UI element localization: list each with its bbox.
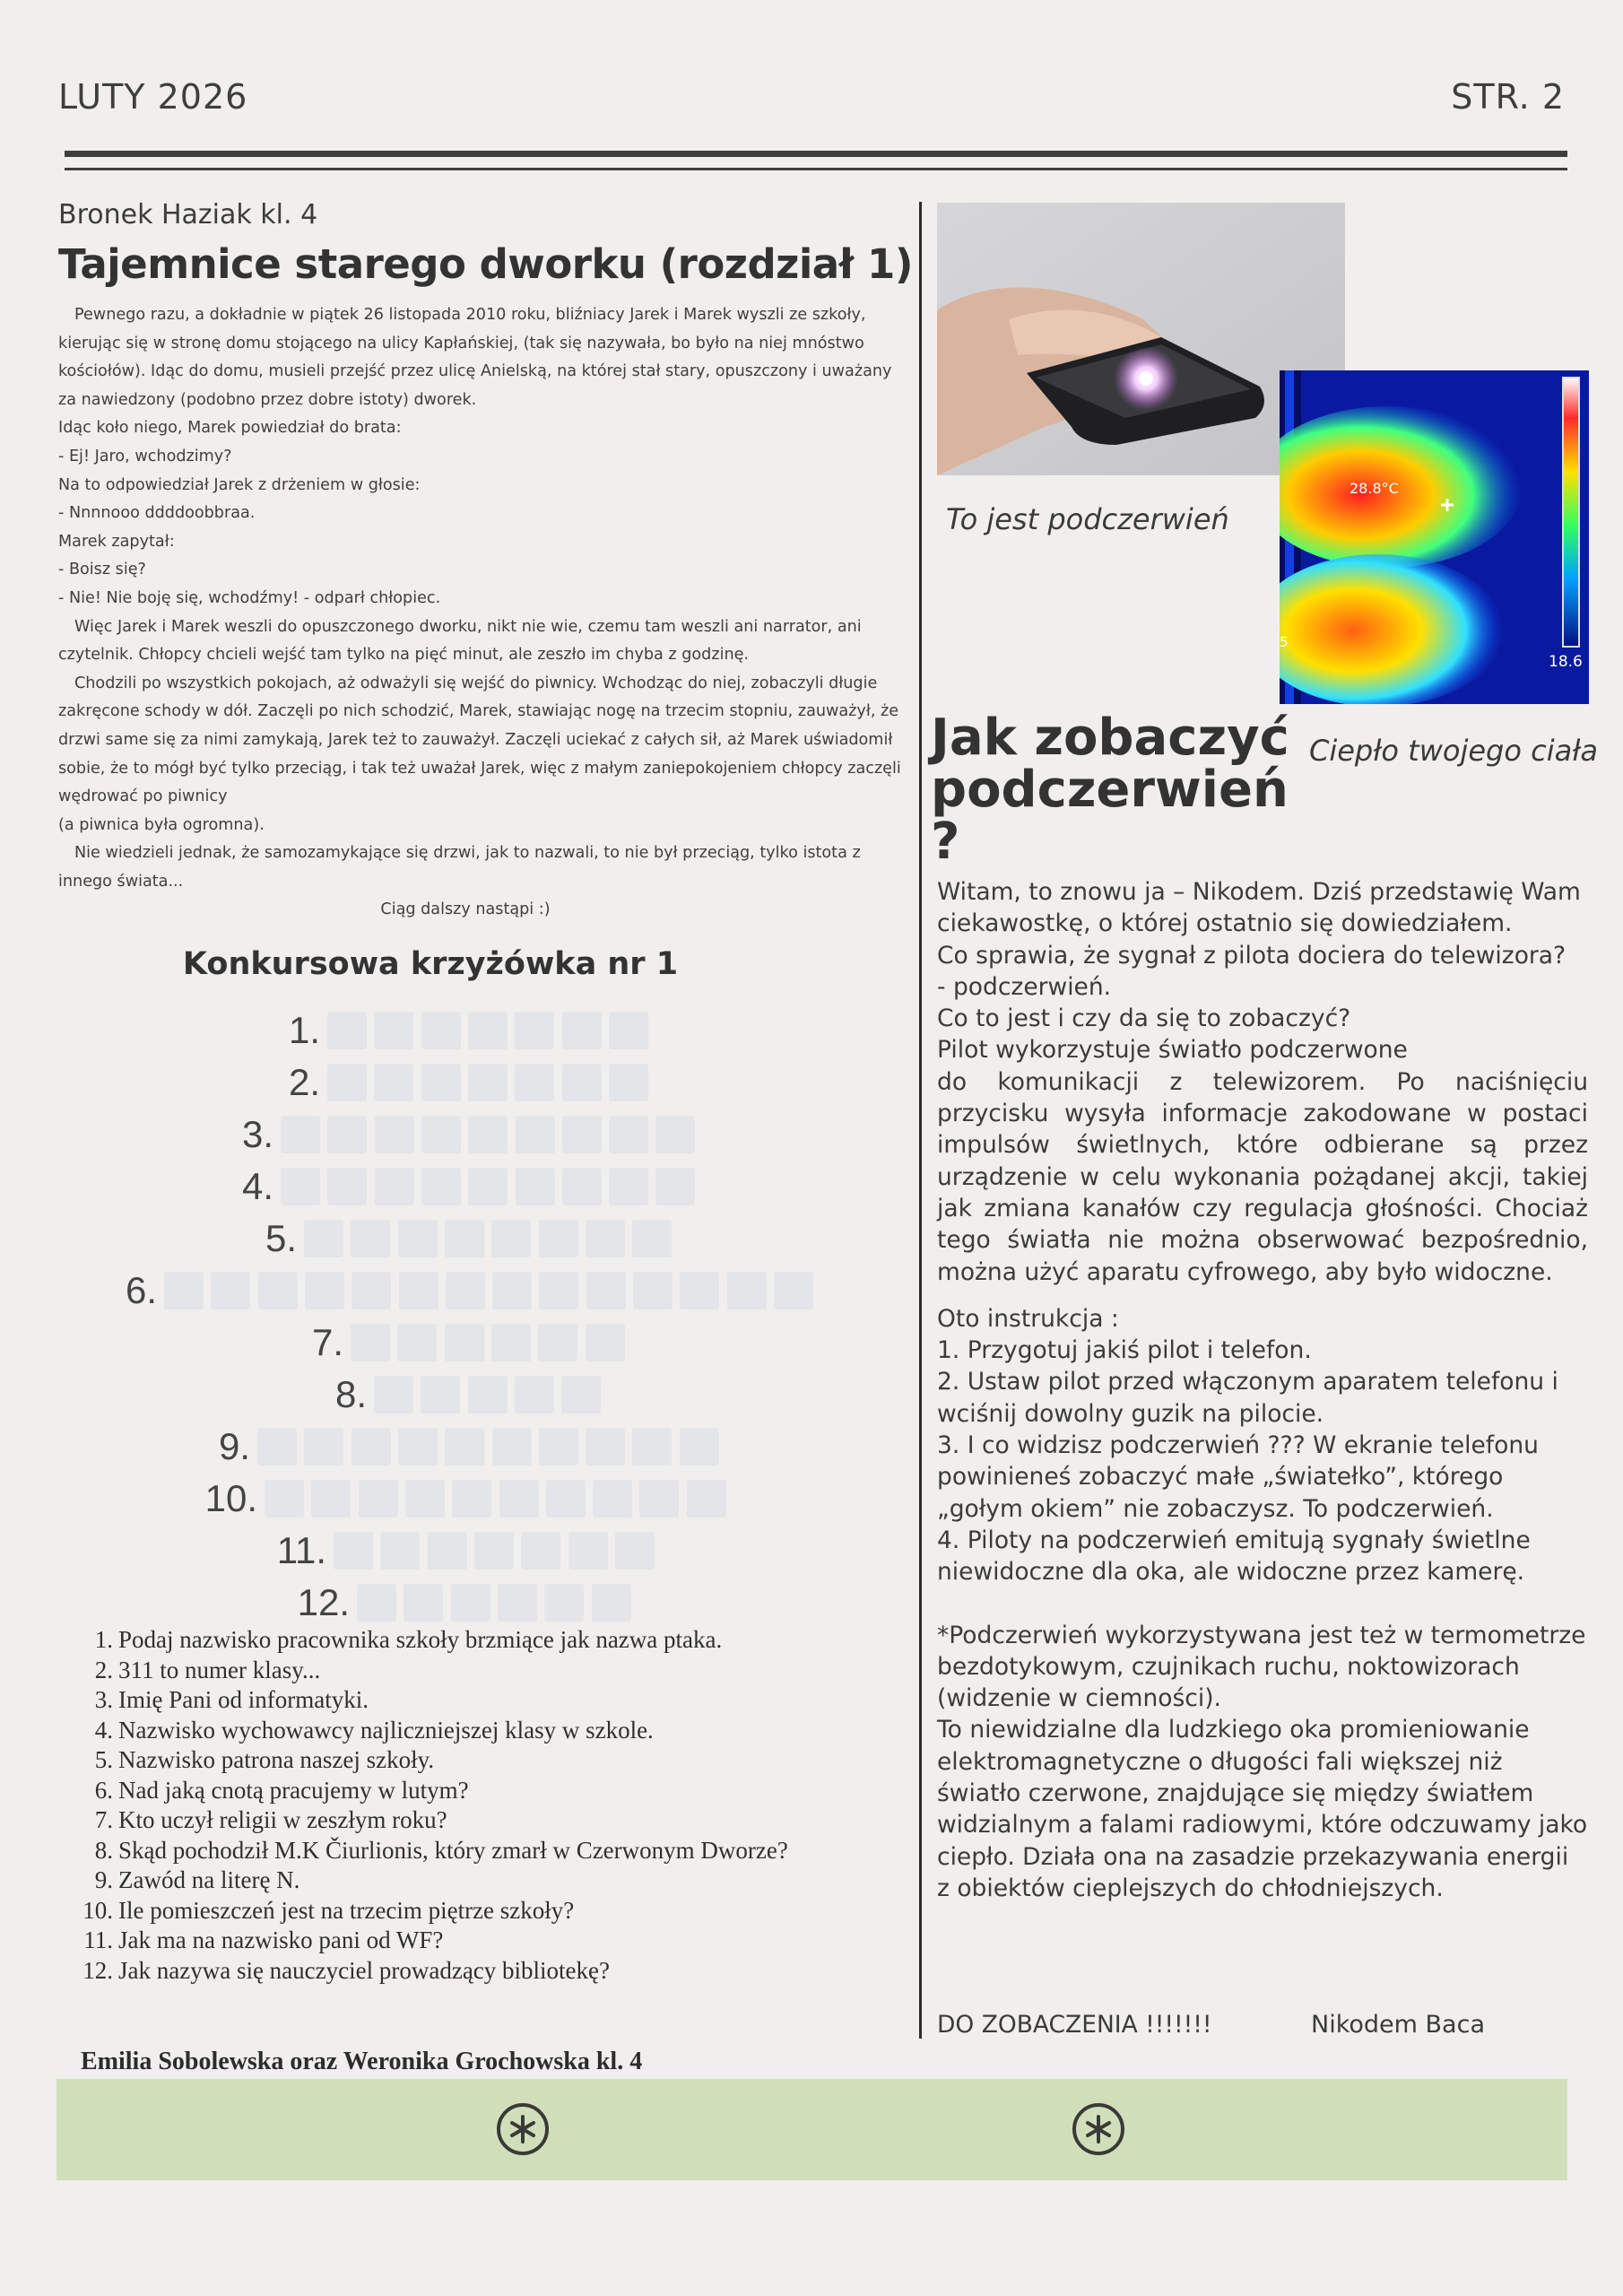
crossword-cell[interactable]: [352, 1272, 391, 1309]
crossword-cell[interactable]: [539, 1428, 578, 1465]
crossword-cell[interactable]: [515, 1012, 554, 1049]
article-text: Witam, to znowu ja – Nikodem. Dziś przedstawię Wam ciekawostkę, o której ostatnio się dowiedziałem.: [937, 878, 1581, 938]
crossword-clues: [81, 1625, 879, 1986]
crossword-cell[interactable]: [568, 1532, 608, 1570]
crossword-cell[interactable]: [515, 1376, 554, 1413]
crossword-cell[interactable]: [680, 1428, 719, 1465]
crossword-cell[interactable]: [538, 1324, 577, 1361]
clue-number: 10.: [82, 1896, 113, 1924]
crossword-cell[interactable]: [615, 1532, 655, 1570]
crossword-cell[interactable]: [398, 1428, 438, 1465]
crossword-cell[interactable]: [609, 1168, 648, 1205]
crossword-cell[interactable]: [421, 1116, 461, 1153]
crossword-cell[interactable]: [374, 1376, 413, 1413]
crossword-cell[interactable]: [586, 1324, 625, 1361]
crossword-cell[interactable]: [421, 1168, 461, 1205]
crossword-cell[interactable]: [474, 1532, 514, 1570]
column-divider: [919, 202, 922, 2039]
crossword-row-number: 4.: [241, 1165, 273, 1207]
crossword-cell[interactable]: [562, 1064, 602, 1101]
clue-number: 12.: [82, 1956, 113, 1984]
crossword-row-number: 8.: [334, 1373, 367, 1415]
crossword-cell[interactable]: [468, 1012, 508, 1049]
crossword-cell[interactable]: [445, 1428, 484, 1465]
crossword-cell[interactable]: [351, 1220, 390, 1257]
crossword-clue: [81, 1926, 879, 1956]
crossword-cell[interactable]: [164, 1272, 204, 1309]
crossword-cell[interactable]: [304, 1428, 343, 1465]
crossword-cell[interactable]: [633, 1272, 673, 1309]
crossword-cell[interactable]: [375, 1168, 414, 1205]
clue-text: Nazwisko patrona naszej szkoły.: [118, 1746, 435, 1773]
crossword-clue: [81, 1776, 879, 1806]
clue-text: Ile pomieszczeń jest na trzecim piętrze szkoły?: [118, 1896, 575, 1924]
crossword-cell[interactable]: [281, 1116, 320, 1153]
crossword-clue: [81, 1896, 879, 1926]
clue-text: 311 to numer klasy...: [118, 1656, 321, 1683]
crossword-cell[interactable]: [492, 1428, 532, 1465]
clue-text: Nad jaką cnotą pracujemy w lutym?: [118, 1776, 469, 1804]
crossword-title: Konkursowa krzyżówka nr 1: [182, 946, 679, 982]
article-note: *Podczerwień wykorzystywana jest też w termometrze bezdotykowym, czujnikach ruchu, noktowizorach (widzenie w ciemności).: [937, 1621, 1586, 1713]
story-paragraph: Idąc koło niego, Marek powiedział do brata:: [58, 419, 402, 438]
crossword-cell[interactable]: [445, 1324, 484, 1361]
crossword-cell[interactable]: [492, 1272, 532, 1309]
crossword-row-number: 1.: [288, 1009, 320, 1051]
issue-date: LUTY 2026: [58, 77, 248, 117]
crossword-cell[interactable]: [445, 1220, 484, 1257]
crossword-cell[interactable]: [609, 1012, 648, 1049]
article-text: Pilot wykorzystuje światło podczerwone: [937, 1036, 1408, 1065]
instruction-heading: Oto instrukcja :: [937, 1304, 1119, 1333]
crossword-clue: [81, 1656, 879, 1686]
clue-number: 1.: [94, 1626, 113, 1653]
remote-caption: To jest podczerwień: [946, 502, 1229, 536]
crossword-cell[interactable]: [561, 1376, 601, 1413]
story-paragraph: (a piwnica była ogromna).: [58, 815, 265, 834]
story-paragraph: Chodzili po wszystkich pokojach, aż odważyli się wejść do piwnicy. Wchodząc do niej, zobaczyli długie zakręcone schody w dół. Zaczęli po nich schodzić, Marek, stawiając nogę na trzecim stopniu, zauważył, że drzwi same się za nimi zamykają, Jarek też to zauważył. Zaczęli uciekać z całych sił, aż Marek uświadomił sobie, że to mógł być tylko przeciąg, i tak też uważał Jarek, więc z małym zaniepokojeniem chłopcy zaczęli wędrować po piwnicy: [58, 674, 901, 806]
instruction-step: 1. Przygotuj jakiś pilot i telefon.: [937, 1336, 1312, 1365]
story-paragraph: - Nie! Nie boję się, wchodźmy! - odparł chłopiec.: [58, 588, 441, 607]
crossword-cell[interactable]: [397, 1324, 437, 1361]
clue-number: 2.: [94, 1656, 113, 1683]
crossword-cell[interactable]: [374, 1064, 413, 1101]
crossword-cell[interactable]: [562, 1012, 602, 1049]
crossword-cell[interactable]: [380, 1532, 420, 1570]
crossword-cell[interactable]: [516, 1168, 555, 1205]
header-rule-thin: [65, 168, 1567, 170]
crossword-row-number: 3.: [241, 1113, 273, 1155]
clue-number: 9.: [94, 1866, 113, 1893]
crossword-cell[interactable]: [305, 1272, 344, 1309]
crossword-row-number: 5.: [265, 1217, 297, 1259]
crossword-row-number: 2.: [288, 1061, 320, 1103]
crossword-cell[interactable]: [498, 1584, 537, 1622]
crossword-cell[interactable]: [405, 1480, 445, 1518]
crossword-cell[interactable]: [311, 1480, 351, 1518]
story-paragraph: Na to odpowiedział Jarek z drżeniem w głosie:: [58, 475, 421, 494]
crossword-cell[interactable]: [398, 1220, 438, 1257]
article-text: do komunikacji z telewizorem. Po naciśnięciu przycisku wysyła informacje zakodowane w postaci impulsów świetlnych, które odbierane są przez urządzenie w celu wykonania pożądanej akcji, takiej jak zmiana kanałów czy regulacja głośności. Chociaż tego światła nie można obserwować bezpośrednio, można użyć aparatu cyfrowego, aby było widoczne.: [937, 1067, 1588, 1286]
thermal-image: [1280, 370, 1589, 704]
crossword-cell[interactable]: [680, 1272, 719, 1309]
crossword-clue: [81, 1805, 879, 1836]
crossword-cell[interactable]: [516, 1116, 555, 1153]
crossword-row-number: 10.: [204, 1477, 257, 1519]
crossword-clue: [81, 1625, 879, 1656]
asterisk-flower-icon: [496, 2102, 550, 2156]
crossword-cell[interactable]: [499, 1480, 539, 1518]
crossword-cell[interactable]: [491, 1220, 531, 1257]
crossword-cell[interactable]: [586, 1220, 625, 1257]
crossword-cell[interactable]: [655, 1168, 695, 1205]
thermal-temp-label: 28.8°C: [1350, 480, 1399, 497]
crossword-cell[interactable]: [727, 1272, 767, 1309]
article-author: Nikodem Baca: [1311, 2011, 1485, 2039]
crossword-cell[interactable]: [327, 1064, 367, 1101]
clue-number: 5.: [94, 1746, 113, 1773]
clue-text: Zawód na literę N.: [118, 1866, 300, 1893]
crossword-cell[interactable]: [586, 1272, 626, 1309]
crossword-cell[interactable]: [491, 1324, 531, 1361]
clue-number: 4.: [94, 1716, 113, 1744]
instruction-step: 4. Piloty na podczerwień emitują sygnały świetlne niewidoczne dla oka, ale widoczne przez kamerę.: [937, 1526, 1531, 1587]
article-goodbye: DO ZOBACZENIA !!!!!!!: [937, 2011, 1212, 2039]
clue-number: 3.: [94, 1686, 113, 1713]
infrared-title-line2: podczerwień ?: [931, 761, 1289, 871]
story-paragraph: Marek zapytał:: [58, 532, 175, 551]
crossword-cell[interactable]: [609, 1064, 648, 1101]
crossword-row-number: 9.: [218, 1425, 250, 1467]
crossword-cell[interactable]: [374, 1012, 413, 1049]
crossword-cell[interactable]: [421, 1012, 461, 1049]
asterisk-flower-icon: [1072, 2102, 1125, 2156]
crossword-row-number: 6.: [125, 1269, 157, 1311]
story-paragraph: Nie wiedzieli jednak, że samozamykające się drzwi, jak to nazwali, to nie był przeciąg, tylko istota z innego świata...: [58, 844, 861, 891]
clue-number: 6.: [94, 1776, 113, 1804]
crossword-cell[interactable]: [304, 1220, 343, 1257]
crossword-cell[interactable]: [562, 1168, 602, 1205]
crossword-cell[interactable]: [639, 1480, 679, 1518]
story-author: Bronek Haziak kl. 4: [58, 199, 318, 230]
crossword-cell[interactable]: [327, 1168, 367, 1205]
crossword-cell[interactable]: [515, 1064, 554, 1101]
header-rule-thick: [65, 151, 1567, 157]
clue-number: 7.: [94, 1806, 113, 1833]
crossword-cell[interactable]: [351, 1324, 390, 1361]
crossword-clue: [81, 1836, 879, 1866]
crossword-cell[interactable]: [593, 1480, 632, 1518]
crossword-cell[interactable]: [257, 1428, 297, 1465]
story-paragraph: - Ej! Jaro, wchodzimy?: [58, 447, 232, 465]
thermal-scale-low-label: 5: [1280, 634, 1289, 650]
crossword-row-number: 7.: [311, 1321, 343, 1363]
article-text: Co to jest i czy da się to zobaczyć?: [937, 1004, 1351, 1033]
crossword-cell[interactable]: [352, 1428, 391, 1465]
crossword-clue: [81, 1745, 879, 1776]
crossword-cell[interactable]: [539, 1220, 578, 1257]
instruction-step: 3. I co widzisz podczerwień ??? W ekranie telefonu powinieneś zobaczyć małe „światełko”, którego „gołym okiem” nie zobaczysz. To podczerwień.: [937, 1431, 1539, 1523]
crossword-clue: [81, 1716, 879, 1746]
clue-number: 11.: [83, 1926, 113, 1953]
story-paragraph: - Nnnnooo ddddoobbraa.: [58, 504, 256, 523]
crossword-cell[interactable]: [539, 1272, 578, 1309]
crossword-cell[interactable]: [428, 1532, 467, 1570]
clue-number: 8.: [94, 1836, 113, 1864]
crossword-row-number: 12.: [297, 1581, 350, 1623]
crossword-cell[interactable]: [468, 1376, 508, 1413]
clue-text: Podaj nazwisko pracownika szkoły brzmiące jak nazwa ptaka.: [118, 1626, 723, 1653]
crossword-cell[interactable]: [327, 1116, 367, 1153]
page-number: STR. 2: [1451, 77, 1565, 117]
crossword-cell[interactable]: [446, 1272, 485, 1309]
crossword-cell[interactable]: [562, 1116, 602, 1153]
crossword-cell[interactable]: [609, 1116, 648, 1153]
crossword-clue: [81, 1866, 879, 1896]
crossword-cell[interactable]: [265, 1480, 304, 1518]
crossword-cell[interactable]: [687, 1480, 726, 1518]
infrared-title: [931, 709, 1307, 871]
crossword-cell[interactable]: [375, 1116, 414, 1153]
crossword-cell[interactable]: [327, 1012, 367, 1049]
infrared-article: [937, 876, 1588, 1904]
crossword-cell[interactable]: [521, 1532, 560, 1570]
clue-text: Jak nazywa się nauczyciel prowadzący bibliotekę?: [118, 1956, 610, 1984]
clue-text: Kto uczył religii w zeszłym roku?: [118, 1806, 447, 1833]
clue-text: Nazwisko wychowawcy najliczniejszej klasy w szkole.: [118, 1716, 654, 1744]
clue-text: Imię Pani od informatyki.: [118, 1686, 369, 1713]
crossword-cell[interactable]: [774, 1272, 813, 1309]
crossword-clue: [81, 1956, 879, 1987]
crossword-clue: [81, 1685, 879, 1716]
thermal-caption: Ciepło twojego ciała: [1309, 734, 1598, 768]
story-paragraph: Więc Jarek i Marek weszli do opuszczonego dworku, nikt nie wie, czemu tam weszli ani narrator, ani czytelnik. Chłopcy chcieli wejść tam tylko na pięć minut, ale zeszło im chyba z godzinę.: [58, 617, 862, 665]
crossword-cell[interactable]: [211, 1272, 250, 1309]
crossword-cell[interactable]: [359, 1480, 398, 1518]
story-body: [58, 301, 901, 925]
crossword-cell[interactable]: [592, 1584, 631, 1622]
crossword-cell[interactable]: [546, 1480, 586, 1518]
crossword-row-number: 11.: [276, 1529, 326, 1571]
clue-text: Skąd pochodził M.K Čiurlionis, który zmarł w Czerwonym Dworze?: [118, 1836, 788, 1864]
crossword-cell[interactable]: [586, 1428, 625, 1465]
crossword-cell[interactable]: [452, 1480, 491, 1518]
crossword-cell[interactable]: [451, 1584, 490, 1622]
crossword-cell[interactable]: [468, 1064, 508, 1101]
story-paragraph: - Boisz się?: [58, 561, 146, 579]
story-title: Tajemnice starego dworku (rozdział 1): [58, 240, 913, 288]
crossword-cell[interactable]: [468, 1116, 508, 1153]
crossword-cell[interactable]: [468, 1168, 508, 1205]
infrared-title-line1: Jak zobaczyć: [931, 709, 1289, 767]
article-text: - podczerwień.: [937, 972, 1112, 1001]
story-paragraph: Pewnego razu, a dokładnie w piątek 26 listopada 2010 roku, bliźniacy Jarek i Marek wyszli ze szkoły, kierując się w stronę domu stojącego na ulicy Kapłańskiej, (tak się nazywała, bo było na niej mnóstwo kościołów). Idąc do domu, musieli przejść przez ulicę Anielską, na której stał stary, opuszczony i uważany za nawiedzony (podobno przez dobre istoty) dworek.: [58, 306, 892, 409]
crossword-cell[interactable]: [632, 1428, 672, 1465]
crossword-cell[interactable]: [404, 1584, 443, 1622]
crossword-cell[interactable]: [421, 1064, 461, 1101]
crossword-cell[interactable]: [357, 1584, 396, 1622]
clue-text: Jak ma na nazwisko pani od WF?: [118, 1926, 444, 1953]
thermal-scale-label: 18.6: [1549, 653, 1583, 671]
crossword-cell[interactable]: [281, 1168, 320, 1205]
crossword-cell[interactable]: [334, 1532, 373, 1570]
article-note: To niewidzialne dla ludzkiego oka promieniowanie elektromagnetyczne o długości fali większej niż światło czerwone, znajdujące się między światłem widzialnym a falami radiowymi, które odczuwamy jako ciepło. Działa ona na zasadzie przekazywania energii z obiektów cieplejszych do chłodniejszych.: [937, 1716, 1588, 1902]
footer-band: [56, 2079, 1567, 2180]
crossword-cell[interactable]: [421, 1376, 460, 1413]
crossword-cell[interactable]: [258, 1272, 298, 1309]
crossword-authors: Emilia Sobolewska oraz Weronika Grochowska kl. 4: [81, 2048, 643, 2075]
crossword-cell[interactable]: [632, 1220, 672, 1257]
story-continued: Ciąg dalszy nastąpi :): [380, 900, 551, 919]
crossword-cell[interactable]: [655, 1116, 695, 1153]
article-text: Co sprawia, że sygnał z pilota dociera do telewizora?: [937, 941, 1567, 970]
instruction-step: 2. Ustaw pilot przed włączonym aparatem telefonu i wciśnij dowolny guzik na pilocie.: [937, 1368, 1558, 1428]
crossword-cell[interactable]: [544, 1584, 584, 1622]
crossword-cell[interactable]: [399, 1272, 438, 1309]
